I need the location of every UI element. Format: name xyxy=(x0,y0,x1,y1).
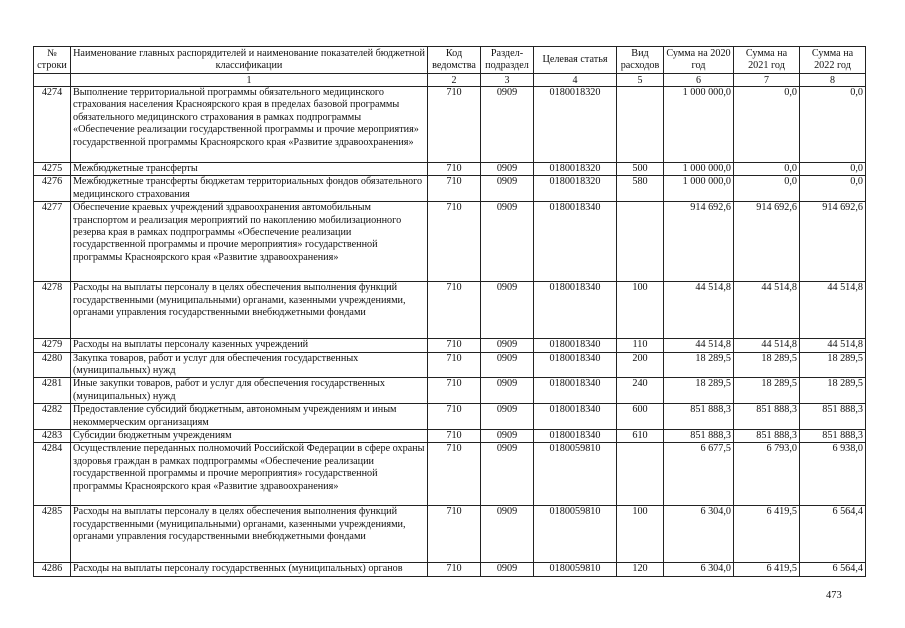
row-sum-2020: 1 000 000,0 xyxy=(664,176,734,202)
row-sum-2022: 0,0 xyxy=(800,163,866,176)
row-expense-type: 240 xyxy=(617,378,664,404)
row-sum-2021: 851 888,3 xyxy=(734,404,800,430)
row-target-article: 0180018340 xyxy=(534,404,617,430)
row-section-code: 0909 xyxy=(481,506,534,563)
row-expense-type: 200 xyxy=(617,352,664,378)
row-target-article: 0180018340 xyxy=(534,352,617,378)
row-target-article: 0180018340 xyxy=(534,378,617,404)
row-name: Обеспечение краевых учреждений здравоохранения автомобильным транспортом и реализация мероприятий по накоплению мобилизационного резерва края в рамках подпрограммы «Обеспечение реализации государственной программы и прочие мероприятия» государственной программы Красноярского края «Развитие здравоохранения» xyxy=(71,202,428,282)
row-ved-code: 710 xyxy=(428,430,481,443)
row-sum-2020: 6 304,0 xyxy=(664,506,734,563)
row-number: 4278 xyxy=(34,282,71,339)
row-target-article: 0180059810 xyxy=(534,563,617,576)
row-sum-2020: 44 514,8 xyxy=(664,339,734,352)
row-sum-2021: 914 692,6 xyxy=(734,202,800,282)
column-header: Целевая статья xyxy=(534,47,617,74)
table-row xyxy=(34,443,866,506)
row-sum-2020: 851 888,3 xyxy=(664,404,734,430)
row-name: Предоставление субсидий бюджетным, автономным учреждениям и иным некоммерческим организациям xyxy=(71,404,428,430)
table-row xyxy=(34,176,866,202)
row-sum-2022: 18 289,5 xyxy=(800,378,866,404)
page-number: 473 xyxy=(826,590,842,601)
row-ved-code: 710 xyxy=(428,176,481,202)
row-name: Расходы на выплаты персоналу в целях обеспечения выполнения функций государственными (муниципальными) органами, казенными учреждениями, органами управления государственными внебюджетными фондами xyxy=(71,282,428,339)
row-target-article: 0180018340 xyxy=(534,282,617,339)
row-section-code: 0909 xyxy=(481,87,534,163)
column-number: 3 xyxy=(481,74,534,87)
row-name: Расходы на выплаты персоналу в целях обеспечения выполнения функций государственными (муниципальными) органами, казенными учреждениями, органами управления государственными внебюджетными фондами xyxy=(71,506,428,563)
row-name: Расходы на выплаты персоналу казенных учреждений xyxy=(71,339,428,352)
column-header: Код ведомства xyxy=(428,47,481,74)
row-number: 4282 xyxy=(34,404,71,430)
row-sum-2021: 44 514,8 xyxy=(734,282,800,339)
row-expense-type: 100 xyxy=(617,282,664,339)
row-section-code: 0909 xyxy=(481,443,534,506)
row-name: Межбюджетные трансферты xyxy=(71,163,428,176)
row-expense-type: 600 xyxy=(617,404,664,430)
row-expense-type: 100 xyxy=(617,506,664,563)
row-expense-type xyxy=(617,202,664,282)
table-row xyxy=(34,282,866,339)
row-target-article: 0180018320 xyxy=(534,176,617,202)
row-section-code: 0909 xyxy=(481,163,534,176)
row-expense-type xyxy=(617,87,664,163)
column-number: 5 xyxy=(617,74,664,87)
table-row xyxy=(34,506,866,563)
row-sum-2021: 851 888,3 xyxy=(734,430,800,443)
row-name: Выполнение территориальной программы обязательного медицинского страхования населения Красноярского края в пределах базовой программы обязательного медицинского страхования в рамках подпрограммы «Обеспечение реализации государственной программы и прочие мероприятия» государственной программы Красноярского края «Развитие здравоохранения» xyxy=(71,87,428,163)
row-ved-code: 710 xyxy=(428,404,481,430)
row-expense-type xyxy=(617,443,664,506)
row-sum-2022: 6 564,4 xyxy=(800,563,866,576)
row-target-article: 0180018340 xyxy=(534,202,617,282)
row-ved-code: 710 xyxy=(428,352,481,378)
row-target-article: 0180018320 xyxy=(534,163,617,176)
row-sum-2022: 6 938,0 xyxy=(800,443,866,506)
row-target-article: 0180018340 xyxy=(534,430,617,443)
row-section-code: 0909 xyxy=(481,176,534,202)
column-number: 6 xyxy=(664,74,734,87)
table-row xyxy=(34,352,866,378)
row-target-article: 0180018320 xyxy=(534,87,617,163)
row-section-code: 0909 xyxy=(481,404,534,430)
header-row xyxy=(34,47,866,74)
row-number: 4275 xyxy=(34,163,71,176)
row-ved-code: 710 xyxy=(428,87,481,163)
row-expense-type: 120 xyxy=(617,563,664,576)
row-section-code: 0909 xyxy=(481,352,534,378)
table-row xyxy=(34,87,866,163)
row-ved-code: 710 xyxy=(428,378,481,404)
row-expense-type: 500 xyxy=(617,163,664,176)
column-number: 1 xyxy=(71,74,428,87)
row-name: Осуществление переданных полномочий Российской Федерации в сфере охраны здоровья граждан в рамках подпрограммы «Обеспечение реализации государственной программы и прочие мероприятия» государственной программы Красноярского края «Развитие здравоохранения» xyxy=(71,443,428,506)
row-number: 4277 xyxy=(34,202,71,282)
table-body xyxy=(34,87,866,577)
row-ved-code: 710 xyxy=(428,443,481,506)
row-section-code: 0909 xyxy=(481,282,534,339)
column-header: Раздел-подраздел xyxy=(481,47,534,74)
row-number: 4284 xyxy=(34,443,71,506)
row-sum-2020: 1 000 000,0 xyxy=(664,163,734,176)
row-name: Межбюджетные трансферты бюджетам территориальных фондов обязательного медицинского страхования xyxy=(71,176,428,202)
column-number: 8 xyxy=(800,74,866,87)
table-row xyxy=(34,202,866,282)
column-number: 7 xyxy=(734,74,800,87)
row-sum-2021: 0,0 xyxy=(734,87,800,163)
row-sum-2022: 0,0 xyxy=(800,176,866,202)
row-number: 4279 xyxy=(34,339,71,352)
row-ved-code: 710 xyxy=(428,202,481,282)
row-sum-2021: 0,0 xyxy=(734,176,800,202)
table-row xyxy=(34,339,866,352)
row-number: 4285 xyxy=(34,506,71,563)
row-sum-2020: 851 888,3 xyxy=(664,430,734,443)
table-row xyxy=(34,563,866,576)
row-number: 4286 xyxy=(34,563,71,576)
row-section-code: 0909 xyxy=(481,378,534,404)
row-ved-code: 710 xyxy=(428,282,481,339)
row-sum-2020: 18 289,5 xyxy=(664,352,734,378)
row-sum-2021: 6 793,0 xyxy=(734,443,800,506)
row-number: 4281 xyxy=(34,378,71,404)
row-target-article: 0180059810 xyxy=(534,443,617,506)
row-expense-type: 610 xyxy=(617,430,664,443)
column-header: Сумма на 2020 год xyxy=(664,47,734,74)
row-sum-2021: 6 419,5 xyxy=(734,506,800,563)
row-sum-2020: 44 514,8 xyxy=(664,282,734,339)
row-number: 4274 xyxy=(34,87,71,163)
column-header: Сумма на 2022 год xyxy=(800,47,866,74)
row-sum-2020: 914 692,6 xyxy=(664,202,734,282)
row-sum-2021: 0,0 xyxy=(734,163,800,176)
row-number: 4276 xyxy=(34,176,71,202)
row-section-code: 0909 xyxy=(481,430,534,443)
row-name: Субсидии бюджетным учреждениям xyxy=(71,430,428,443)
row-section-code: 0909 xyxy=(481,339,534,352)
row-expense-type: 580 xyxy=(617,176,664,202)
row-sum-2022: 18 289,5 xyxy=(800,352,866,378)
row-expense-type: 110 xyxy=(617,339,664,352)
row-ved-code: 710 xyxy=(428,163,481,176)
column-number xyxy=(34,74,71,87)
row-name: Иные закупки товаров, работ и услуг для обеспечения государственных (муниципальных) нужд xyxy=(71,378,428,404)
row-name: Закупка товаров, работ и услуг для обеспечения государственных (муниципальных) нужд xyxy=(71,352,428,378)
row-sum-2022: 6 564,4 xyxy=(800,506,866,563)
column-header: Сумма на 2021 год xyxy=(734,47,800,74)
row-sum-2021: 44 514,8 xyxy=(734,339,800,352)
row-sum-2021: 18 289,5 xyxy=(734,352,800,378)
row-ved-code: 710 xyxy=(428,339,481,352)
row-sum-2020: 1 000 000,0 xyxy=(664,87,734,163)
column-header: № строки xyxy=(34,47,71,74)
row-sum-2022: 44 514,8 xyxy=(800,339,866,352)
column-number-row xyxy=(34,74,866,87)
table-row xyxy=(34,163,866,176)
table-row xyxy=(34,404,866,430)
row-sum-2020: 6 677,5 xyxy=(664,443,734,506)
row-section-code: 0909 xyxy=(481,202,534,282)
column-header: Наименование главных распорядителей и наименование показателей бюджетной классификации xyxy=(71,47,428,74)
row-number: 4283 xyxy=(34,430,71,443)
row-ved-code: 710 xyxy=(428,563,481,576)
column-number: 2 xyxy=(428,74,481,87)
row-sum-2021: 18 289,5 xyxy=(734,378,800,404)
table-row xyxy=(34,430,866,443)
row-target-article: 0180059810 xyxy=(534,506,617,563)
row-sum-2022: 44 514,8 xyxy=(800,282,866,339)
row-sum-2022: 851 888,3 xyxy=(800,430,866,443)
row-name: Расходы на выплаты персоналу государственных (муниципальных) органов xyxy=(71,563,428,576)
row-target-article: 0180018340 xyxy=(534,339,617,352)
column-header: Вид расходов xyxy=(617,47,664,74)
row-section-code: 0909 xyxy=(481,563,534,576)
row-sum-2022: 851 888,3 xyxy=(800,404,866,430)
row-sum-2020: 18 289,5 xyxy=(664,378,734,404)
table-row xyxy=(34,378,866,404)
row-sum-2021: 6 419,5 xyxy=(734,563,800,576)
budget-table xyxy=(33,46,866,577)
row-number: 4280 xyxy=(34,352,71,378)
row-sum-2022: 914 692,6 xyxy=(800,202,866,282)
column-number: 4 xyxy=(534,74,617,87)
row-sum-2022: 0,0 xyxy=(800,87,866,163)
row-sum-2020: 6 304,0 xyxy=(664,563,734,576)
row-ved-code: 710 xyxy=(428,506,481,563)
